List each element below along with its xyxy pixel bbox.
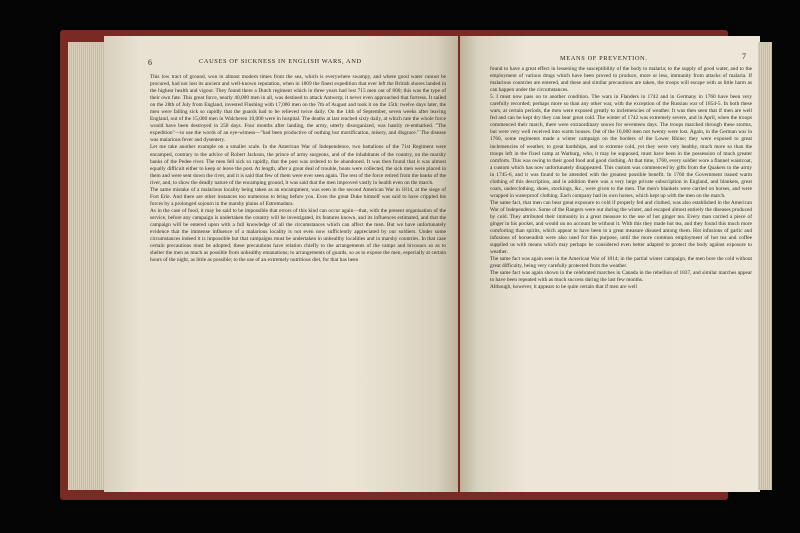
left-running-head: CAUSES OF SICKNESS IN ENGLISH WARS, AND [199,58,362,65]
right-page-body: found to have a great effect in lessening the susceptibility of the body to malaria; to the supply of good water, and to the employment of various drugs which have been proved to produce, more or less, immunity from attacks of malaria. If malarious countries are entered, and these and similar precautions are taken, the troops will escape with as little harm as can happen under the circumstances. 5. I must now pass on to another condition. The wars in Flanders in 1742 and in Germany in 1760 have been very carefully recorded; perhaps more so than any other war, with the exception of the Russian war of 1854-5. In both these wars, at certain periods, the men were exposed greatly to inclemencies of weather. It was then seen that if men are well fed and can be kept dry they can bear great cold. The winter of 1742 was extremely severe, and in April, when the troops commenced their march, there were extraordinary snows for seventeen days. The troops marched through these storms, but were very well received into warm houses. Out of the 16,000 men not twenty were lost. Again, in the German war in 1760, some regiments made a winter campaign on the borders of the Lower Rhine; they were exposed to great inclemencies of weather, to great hardships, and to extreme cold, yet they were very healthy, much more so than the troops left in the fixed camp at Warburg, who, it may be supposed, must have been in the possession of much greater comforts. This was owing to their good food and good clothing. At that time, 1760, every soldier wore a flannel waistcoat, a custom which has now unfortunately disappeared. This custom was commenced by gifts from the Quakers to the army in 1745-6, and it was found to be attended with the greatest possible benefit. In 1760 the Government issued warm clothing of this description, and in addition there was a very large private subscription in England, and blankets, great coats, underclothing, shoes, stockings, &c., were given to the men. The men's blankets were carried on horses, and were wrapped in waterproof clothing. Each company had its own horses, which kept up with the men on the march. The same fact, that men can bear great exposure to cold if properly fed and clothed, was also established in the American War of Independence. Some of the Rangers were out during the winter, and escaped almost entirely the diseases produced by cold. They attributed their immunity in a great measure to the use of hot ginger tea. Every man carried a piece of ginger in his pocket, and would on no account be without it. With this they made hot tea, and they found this much more comforting than spirits, which appear to have been in a great measure disused among them. Hot infusions of garlic and infusions of horseradish were also used for this purpose, until the more common employment of hot tea and coffee supplied us with means which may perhaps be considered even better adapted to protect the body against exposure to weather. The same fact was again seen in the American War of 1814; in the partial winter campaign, the men bore the cold without great difficulty, being very carefully protected from the weather. The same fact was again shown in the celebrated marches in Canada in the rebellion of 1837, and similar marches appear to have been repeated with as much success during the last few months. Although, however, it appears to be quite certain that if men are well [490,66,752,291]
left-page-body: This low tract of ground, won in almost modern times from the sea, which is everywhere swampy, and where good water cannot be procured, had not lost its ancient and well-known reputation, when in 1809 the finest expedition that ever left the British shores landed in the highest health and vigour. They found there a Dutch regiment which in three years had lost 715 men out of 800; this was the type of their own fate. This great force, nearly 40,000 men in all, was destined to attack Antwerp; it never even approached that fortress. It sailed on the 28th of July from England, invested Flushing with 17,000 men on the 7th of August and took it on the 15th: twelve days later, the men were falling sick so rapidly that the guards had to be relieved twice daily. On the 14th of September, seven weeks after leaving England, out of the 15,000 men in Walcheren 10,000 were in hospital. The deaths at last reached sixty daily, at which rate the whole force would have been destroyed in 250 days. Four months after landing, the army, utterly disorganized, was hastily re-embarked. "The expedition"—to use the words of an eye-witness—"had been productive of nothing but mortification, misery, and disgrace." The disease was malarious fever and dysentery. Let me take another example on a smaller scale. In the American War of Independence, two battalions of the 71st Regiment were encamped, contrary to the advice of Robert Jackson, the prince of army surgeons, and of the inhabitants of the country, on the marshy banks of the Pedee river. The men fell sick so rapidly, that the post was ordered to be abandoned. It was then found that it was almost equally difficult either to keep or leave the post. At length, after a great deal of trouble, boats were collected, the sick men were placed in them and were sent down the river, and it is said that few of them were ever seen again. The rest of the force retired from the banks of the river, and, to show the deadly nature of the encamping ground, it was said that the men improved vastly in health even on the march. The same mistake of a malarious locality being taken as an encampment, was seen in the second American War in 1814, at the siege of Fort Erie. And there are other instances too numerous to bring before you. Even the great Duke himself was said to have crippled his forces by a prolonged sojourn in the marshy plains of Estremadura. As in the case of food, it may be said to be impossible that errors of this kind can occur again—that, with the present organisation of the service, before any campaign is undertaken the country will be investigated, its features known, and its influences estimated, and that the campaign will be entered upon with a full knowledge of all the circumstances which can affect the men. But we have unfortunately evidence that the immense influence of a malarious locality is not even now sufficiently appreciated by our soldiers. Under some circumstances indeed it is impossible but that campaigns must be undertaken in unhealthy localities and in marshy countries. In that case certain precautions must be adopted; these precautions have relation chiefly to the arrangements of the camps and bivouacs so as to shelter the men as much as possible from unhealthy emanations; to arrangements of guards, so as to expose the men, especially at certain hours of the night, as little as possible; to the use of an extremely nutritious diet, for that has been [150,74,446,264]
right-page-edges [758,42,772,490]
left-page [104,36,458,492]
left-page-number: 6 [148,58,153,67]
right-page-number: 7 [742,52,747,61]
right-page [460,36,760,492]
left-page-edges [68,42,106,490]
right-running-head: MEANS OF PREVENTION. [560,55,648,62]
open-book [60,30,752,500]
